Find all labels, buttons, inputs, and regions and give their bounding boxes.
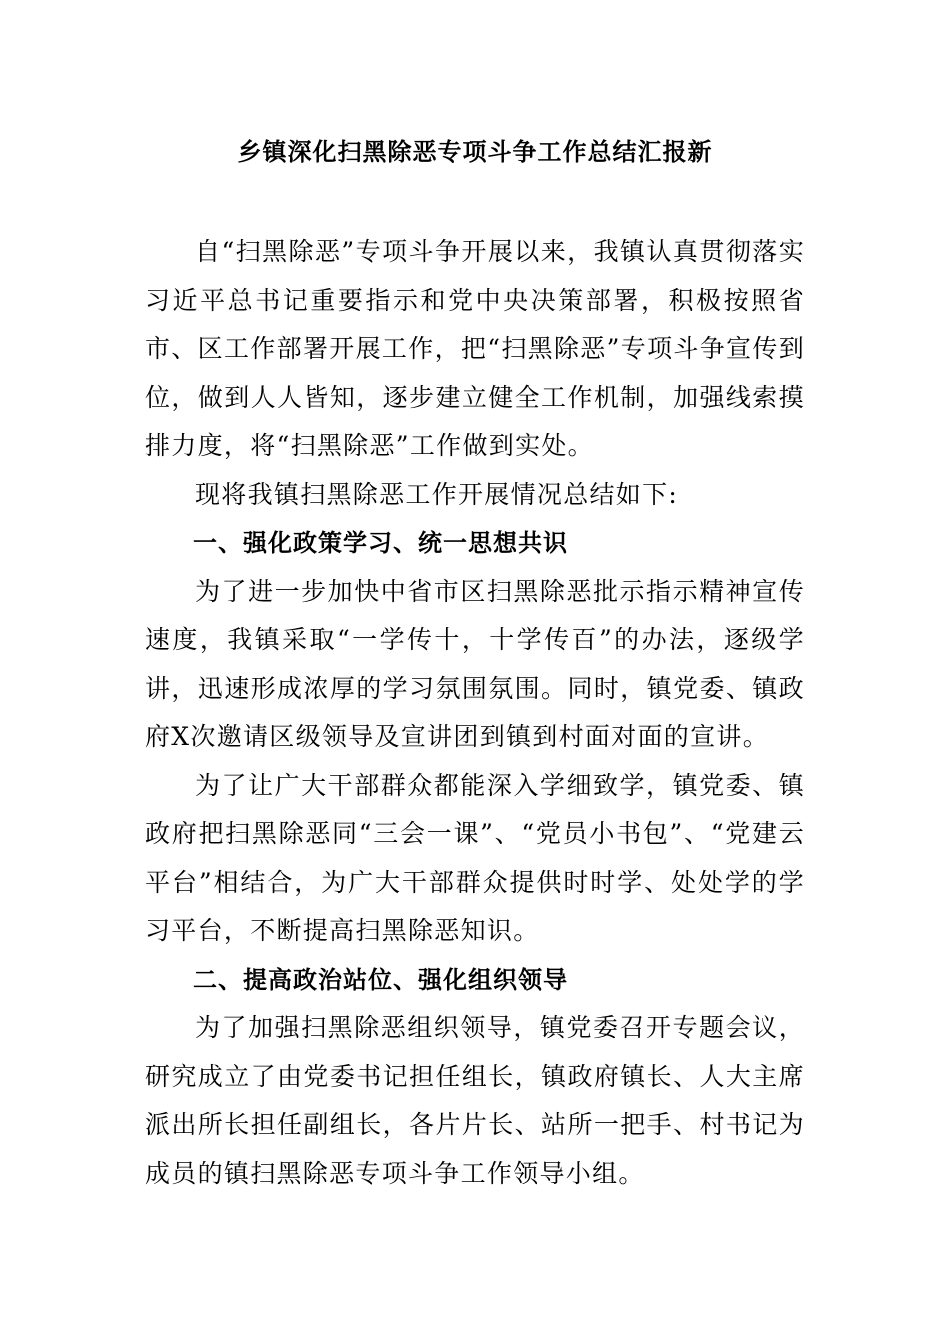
section1-paragraph-1: 为了进一步加快中省市区扫黑除恶批示指示精神宣传速度，我镇采取“一学传十，十学传百”的办法，逐级学讲，迅速形成浓厚的学习氛围氛围。同时，镇党委、镇政府X次邀请区级领导及宣讲团到镇到村面对面的宣讲。 <box>145 576 805 751</box>
section1-heading: 一、强化政策学习、统一思想共识 <box>193 529 568 557</box>
section1-paragraph-2: 为了让广大干部群众都能深入学细致学，镇党委、镇政府把扫黑除恶同“三会一课”、“党员小书包”、“党建云平台”相结合，为广大干部群众提供时时学、处处学的学习平台，不断提高扫黑除恶知识。 <box>145 770 805 945</box>
document-title: 乡镇深化扫黑除恶专项斗争工作总结汇报新 <box>237 138 713 166</box>
document-body <box>145 228 805 1198</box>
section2-paragraph-1: 为了加强扫黑除恶组织领导，镇党委召开专题会议，研究成立了由党委书记担任组长，镇政府镇长、人大主席派出所长担任副组长，各片片长、站所一把手、村书记为成员的镇扫黑除恶专项斗争工作领导小组。 <box>145 1013 805 1188</box>
summary-lead-paragraph: 现将我镇扫黑除恶工作开展情况总结如下: <box>195 479 679 509</box>
section2-heading: 二、提高政治站位、强化组织领导 <box>193 965 568 994</box>
intro-paragraph: 自“扫黑除恶”专项斗争开展以来，我镇认真贯彻落实习近平总书记重要指示和党中央决策部署，积极按照省市、区工作部署开展工作，把“扫黑除恶”专项斗争宣传到位，做到人人皆知，逐步建立健全工作机制，加强线索摸排力度，将“扫黑除恶”工作做到实处。 <box>145 237 805 460</box>
